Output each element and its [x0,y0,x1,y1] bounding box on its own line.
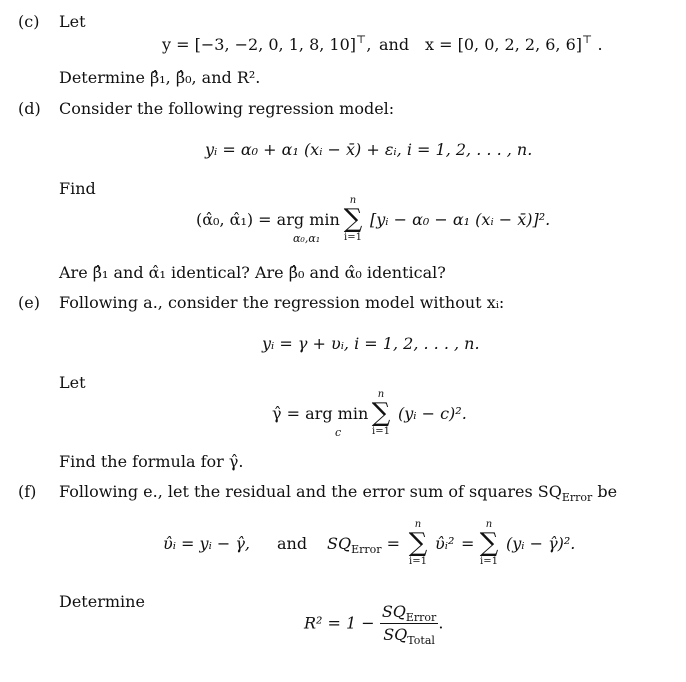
regression-model-d: yᵢ = α₀ + α₁ (xᵢ − x̄) + εᵢ, i = 1, 2, . . . , n. [205,140,533,159]
regression-model-e: yᵢ = γ + υᵢ, i = 1, 2, . . . , n. [262,334,480,353]
sum-deviation-squared: (yᵢ − γ̂)². [506,534,576,553]
and-text: and [379,35,410,54]
part-c-determine: Determine β̂₁, β̂₀, and R². [59,68,261,87]
summation-sign: n ∑ i=1 [371,389,391,437]
transpose-mark: ⊤ [582,33,593,46]
and-text: and [277,534,308,553]
equation-y-vector: y = [−3, −2, 0, 1, 8, 10]⊤, [162,33,372,54]
transpose-mark: ⊤ [356,33,367,46]
residual-equation: υ̂ᵢ = yᵢ − γ̂, and $SQ_{Error}$ = n ∑ i=1 υ̂ᵢ² = n ∑ i=1 (yᵢ − γ̂)². [163,519,576,567]
argmin-subscript: c [335,426,342,439]
y-vector-text: y = [−3, −2, 0, 1, 8, 10] [162,35,357,54]
sum-residual-squared: υ̂ᵢ² [435,534,455,553]
sq-error-term: $SQ_{Error}$ = [327,534,401,556]
part-d-question: Are β̂₁ and α̂₁ identical? Are β̂₀ and α̂₀ identical? [59,263,446,282]
part-d-find: Find [59,179,96,198]
part-f-label: (f) [18,482,37,501]
part-c-intro: Let [59,12,86,31]
residual-def: υ̂ᵢ = yᵢ − γ̂, [163,534,251,553]
argmin-lhs: γ̂ = arg min [272,404,369,423]
argmin-rhs: [yᵢ − α₀ − α₁ (xᵢ − x̄)]². [370,210,551,229]
x-vector-text: x = [0, 0, 2, 2, 6, 6] [425,35,583,54]
part-e-find: Find the formula for γ̂. [59,452,244,471]
part-e-intro: Following a., consider the regression model without xᵢ: [59,293,505,312]
summation-sign: n ∑ i=1 [479,519,499,567]
part-e-let: Let [59,373,86,392]
argmin-lhs: (α̂₀, α̂₁) = arg min [196,210,340,229]
part-c-label: (c) [18,12,40,31]
r2-lhs: R² = 1 − [304,613,375,633]
argmin-subscript: α₀,α₁ [293,232,321,245]
equation-x-vector: x = [0, 0, 2, 2, 6, 6]⊤ . [425,33,603,54]
part-e-label: (e) [18,293,40,312]
argmin-rhs: (yᵢ − c)². [398,404,467,423]
summation-sign: n ∑ i=1 [343,195,363,243]
part-d-intro: Consider the following regression model: [59,99,395,118]
r-squared-equation: R² = 1 − $\frac{SQ_{Error}}{SQ_{Total}}$ . [304,602,444,647]
part-f-determine: Determine [59,592,145,611]
part-d-label: (d) [18,99,41,118]
r2-fraction: $\frac{SQ_{Error}}{SQ_{Total}}$ [381,602,437,647]
part-f-intro: Following e., let the residual and the error sum of squares $SQ_{Error}$ be [59,482,618,504]
summation-sign: n ∑ i=1 [408,519,428,567]
